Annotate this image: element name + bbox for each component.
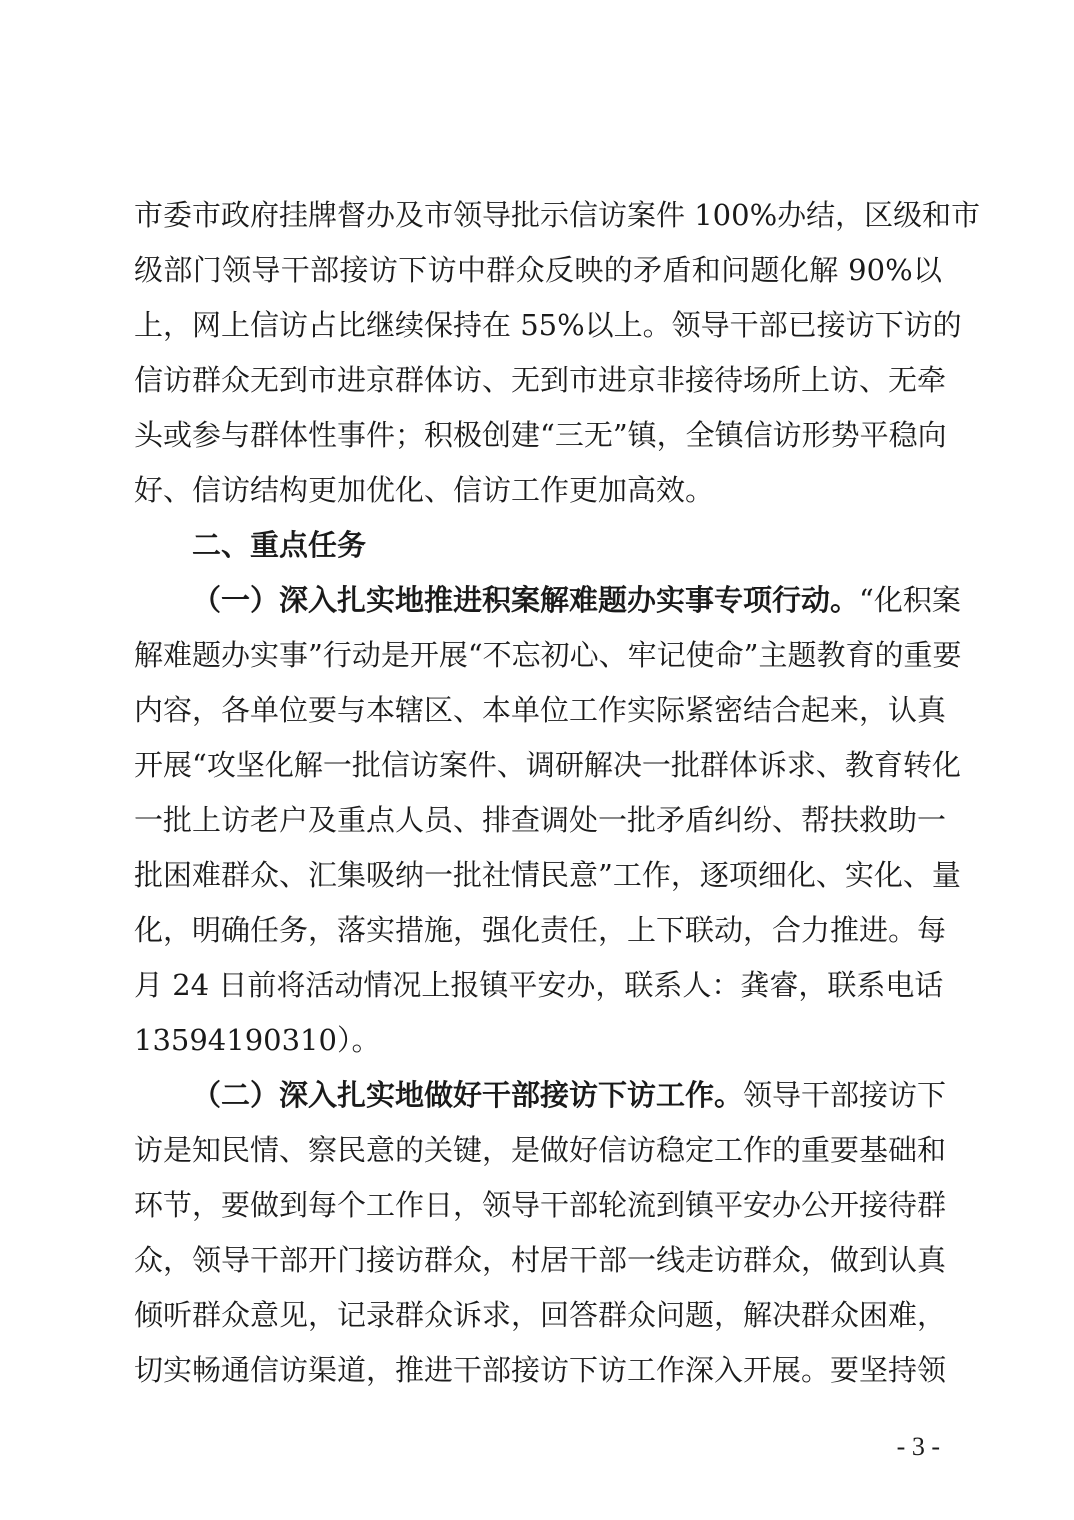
paragraph-line: 内容，各单位要与本辖区、本单位工作实际紧密结合起来，认真 bbox=[134, 693, 947, 727]
item-title: （二）深入扎实地做好干部接访下访工作。 bbox=[192, 1078, 744, 1112]
item-first-line bbox=[134, 1068, 947, 1123]
paragraph-line: 市委市政府挂牌督办及市领导批示信访案件 100%办结，区级和市 bbox=[134, 198, 981, 232]
paragraph-line: 一批上访老户及重点人员、排查调处一批矛盾纠纷、帮扶救助一 bbox=[134, 803, 947, 837]
item-text: 领导干部接访下 bbox=[743, 1078, 947, 1112]
paragraph-line: 上，网上信访占比继续保持在 55%以上。领导干部已接访下访的 bbox=[134, 308, 962, 342]
paragraph-line: 倾听群众意见，记录群众诉求，回答群众问题，解决群众困难， bbox=[134, 1298, 947, 1332]
paragraph-line: 切实畅通信访渠道，推进干部接访下访工作深入开展。要坚持领 bbox=[134, 1353, 947, 1387]
paragraph-line: 环节，要做到每个工作日，领导干部轮流到镇平安办公开接待群 bbox=[134, 1188, 947, 1222]
section-heading: 二、重点任务 bbox=[192, 528, 367, 562]
paragraph-line: 化，明确任务，落实措施，强化责任，上下联动，合力推进。每 bbox=[134, 913, 947, 947]
paragraph-line: 信访群众无到市进京群体访、无到市进京非接待场所上访、无牵 bbox=[134, 363, 947, 397]
paragraph-line: 众，领导干部开门接访群众，村居干部一线走访群众，做到认真 bbox=[134, 1243, 947, 1277]
document-body bbox=[134, 188, 981, 1398]
paragraph-line: 开展“攻坚化解一批信访案件、调研解决一批群体诉求、教育转化 bbox=[134, 748, 961, 782]
paragraph-line: 访是知民情、察民意的关键，是做好信访稳定工作的重要基础和 bbox=[134, 1133, 947, 1167]
item-first-line bbox=[134, 573, 961, 628]
item-text: “化积案 bbox=[859, 583, 961, 617]
paragraph-line: 月 24 日前将活动情况上报镇平安办，联系人：龚睿，联系电话 bbox=[134, 968, 944, 1002]
paragraph-line: 级部门领导干部接访下访中群众反映的矛盾和问题化解 90%以 bbox=[134, 253, 942, 287]
paragraph-line: 批困难群众、汇集吸纳一批社情民意”工作，逐项细化、实化、量 bbox=[134, 858, 961, 892]
paragraph-line: 解难题办实事”行动是开展“不忘初心、牢记使命”主题教育的重要 bbox=[134, 638, 962, 672]
page-number: - 3 - bbox=[896, 1432, 940, 1461]
paragraph-line: 好、信访结构更加优化、信访工作更加高效。 bbox=[134, 473, 715, 507]
paragraph-line: 13594190310）。 bbox=[134, 1023, 381, 1057]
item-title: （一）深入扎实地推进积案解难题办实事专项行动。 bbox=[192, 583, 860, 617]
paragraph-line: 头或参与群体性事件；积极创建“三无”镇，全镇信访形势平稳向 bbox=[134, 418, 947, 452]
